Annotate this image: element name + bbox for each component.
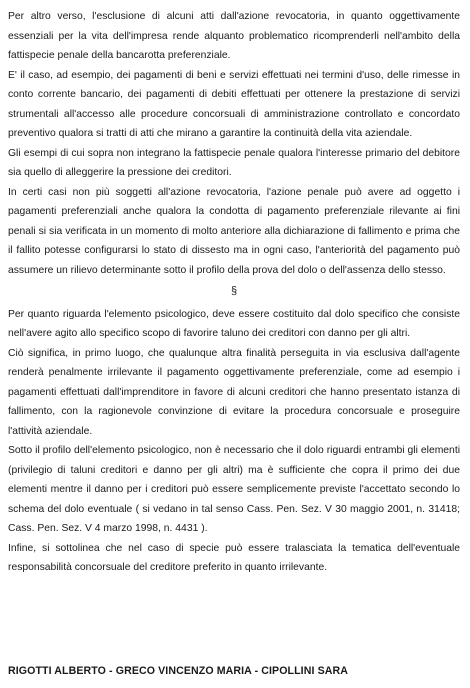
paragraph-psychological-element: Per quanto riguarda l'elemento psicologico, deve essere costituito dal dolo specifico che consiste nell'avere agito allo specifico scopo di favorire taluno dei creditori con danno per gli altri. bbox=[8, 308, 460, 339]
paragraph-examples: E' il caso, ad esempio, dei pagamenti di beni e servizi effettuati nei termini d'uso, delle rimesse in conto corrente bancario, dei pagamenti di debiti effettuati per ottenere la prestazione di servizi strumentali all'accesso alle procedure concorsuali di amministrazione controllato e concordato preventivo qualora si tratti di atti che mirano a garantire la continuità della vita aziendale. bbox=[8, 69, 460, 139]
paragraph-conclusion: Infine, si sottolinea che nel caso di specie può essere tralasciata la tematica dell'eventuale responsabilità concorsuale del creditore preferito in quanto irrilevante. bbox=[8, 542, 460, 573]
paragraph-revocatoria: Per altro verso, l'esclusione di alcuni atti dall'azione revocatoria, in quanto oggettivamente essenziali per la vita dell'impresa rende alquanto problematico ricomprenderli nell'ambito della fattispecie penale della bancarotta preferenziale. bbox=[8, 11, 460, 61]
paragraph-preferential-payments: In certi casi non più soggetti all'azione revocatoria, l'azione penale può avere ad oggetto i pagamenti preferenziali anche qualora la condotta di pagamento preferenziale rilevante ai fini penali si sia verificata in un momento di molto anteriore alla dichiarazione di fallimento e prima che il fallito potesse configurarsi lo stato di dissesto ma in ogni caso, l'anteriorità del pagamento può assumere un rilievo determinante sotto il profilo della prova del dolo o dell'assenza dello stesso. bbox=[8, 186, 460, 276]
paragraph-dolo: Sotto il profilo dell'elemento psicologico, non è necessario che il dolo riguardi entrambi gli elementi (privilegio di taluni creditori e danno per gli altri) ma è sufficiente che copra il primo dei due elementi mentre il danno per i creditori può essere semplicemente previste l'accettato secondo lo schema del dolo eventuale ( si vedano in tal senso Cass. Pen. Sez. V 30 maggio 2001, n. 31418; Cass. Pen. Sez. V 4 marzo 1998, n. 4431 ). bbox=[8, 445, 460, 534]
section-symbol: § bbox=[230, 285, 238, 297]
paragraph-meaning: Ciò significa, in primo luogo, che qualunque altra finalità perseguita in via esclusiva dall'agente renderà penalmente irrilevante il pagamento oggettivamente preferenziale, come ad esempio i pagamenti effettuati dall'imprenditore in favore di alcuni creditori che hanno presentato istanza di fallimento, con la ragionevole convinzione di evitare la procedura concorsuale e proseguire l'attività aziendale. bbox=[8, 347, 460, 437]
paragraph-creditors-pressure: Gli esempi di cui sopra non integrano la fattispecie penale qualora l'interesse primario del debitore sia quello di alleggerire la pressione dei creditori. bbox=[8, 147, 460, 178]
authors-line: RIGOTTI ALBERTO - GRECO VINCENZO MARIA - CIPOLLINI SARA bbox=[8, 665, 348, 677]
